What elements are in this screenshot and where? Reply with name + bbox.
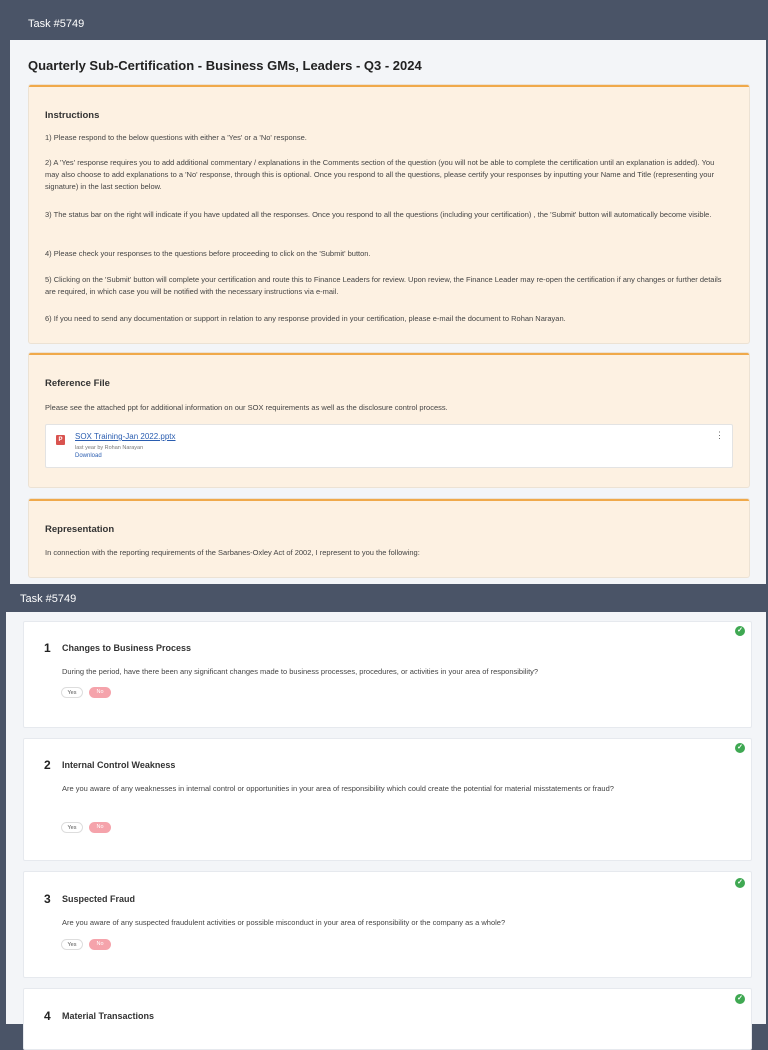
powerpoint-file-icon: P <box>56 435 65 445</box>
question-title: Changes to Business Process <box>62 643 192 653</box>
question-card-1 <box>23 621 752 728</box>
instruction-item: 5) Clicking on the 'Submit' button will complete your certification and route this to Finance Leaders for review. Upon review, the Finance Leader may re-open the certification if any changes or further details are required, in which case you will be notified with the necessary instructions via e-mail. <box>45 275 722 296</box>
task-label: Task #5749 <box>28 18 85 30</box>
question-card-4 <box>23 988 752 1050</box>
download-link[interactable]: Download <box>75 453 102 459</box>
representation-card <box>29 499 749 577</box>
question-card-3 <box>23 871 752 978</box>
task-label-second: Task #5749 <box>20 593 77 605</box>
instructions-card <box>29 85 749 343</box>
instruction-item: 6) If you need to send any documentation or support in relation to any response provided in your certification, please e-mail the document to Rohan Narayan. <box>45 314 566 323</box>
yes-button[interactable]: Yes <box>61 939 83 950</box>
question-text: Are you aware of any suspected fraudulent activities or possible misconduct in your area of responsibility or the company as a whole? <box>62 918 506 927</box>
page-title: Quarterly Sub-Certification - Business GMs, Leaders - Q3 - 2024 <box>28 58 422 73</box>
yes-button[interactable]: Yes <box>61 687 83 698</box>
top-bar <box>0 0 768 40</box>
reference-heading: Reference File <box>45 378 110 389</box>
reference-text: Please see the attached ppt for additional information on our SOX requirements as well as the disclosure control process. <box>45 403 448 412</box>
representation-heading: Representation <box>45 524 115 535</box>
no-button[interactable]: No <box>89 687 111 698</box>
instruction-item: 2) A 'Yes' response requires you to add additional commentary / explanations in the Comments section of the question (you will not be able to complete the certification until an explanation is added). You may also choose to add explanations to a 'No' response, through this is optional. Once you respond to all the questions, please certify your responses by inputting your Name and Title (representing your signature) in the last section below. <box>45 158 715 191</box>
check-icon: ✓ <box>735 878 745 888</box>
instruction-item: 3) The status bar on the right will indicate if you have updated all the responses. Once you respond to all the questions (including your certification) , the 'Submit' button will automatically become visible. <box>45 210 712 219</box>
representation-text: In connection with the reporting requirements of the Sarbanes-Oxley Act of 2002, I represent to you the following: <box>45 548 420 557</box>
question-number: 4 <box>44 1009 51 1023</box>
check-icon: ✓ <box>735 743 745 753</box>
question-text: During the period, have there been any significant changes made to business processes, procedures, or activities in your area of responsibility? <box>62 667 539 676</box>
yes-button[interactable]: Yes <box>61 822 83 833</box>
question-title: Suspected Fraud <box>62 894 136 904</box>
check-icon: ✓ <box>735 994 745 1004</box>
attachment-box[interactable] <box>45 424 733 468</box>
instruction-item: 1) Please respond to the below questions with either a 'Yes' or a 'No' response. <box>45 133 307 142</box>
attachment-meta: last year by Rohan Narayan <box>75 445 144 451</box>
question-number: 2 <box>44 758 51 772</box>
attachment-link[interactable]: SOX Training-Jan 2022.pptx <box>75 432 176 441</box>
no-button[interactable]: No <box>89 939 111 950</box>
question-number: 3 <box>44 892 51 906</box>
instruction-item: 4) Please check your responses to the questions before proceeding to click on the 'Submit' button. <box>45 249 371 258</box>
check-icon: ✓ <box>735 626 745 636</box>
question-text: Are you aware of any weaknesses in internal control or opportunities in your area of responsibility which could create the potential for material misstatements or fraud? <box>62 784 614 793</box>
question-number: 1 <box>44 641 51 655</box>
no-button[interactable]: No <box>89 822 111 833</box>
more-options-icon[interactable]: ⋮ <box>715 430 724 440</box>
reference-card <box>29 353 749 487</box>
question-card-2 <box>23 738 752 861</box>
question-title: Material Transactions <box>62 1011 155 1021</box>
question-title: Internal Control Weakness <box>62 760 176 770</box>
instructions-heading: Instructions <box>45 110 100 121</box>
